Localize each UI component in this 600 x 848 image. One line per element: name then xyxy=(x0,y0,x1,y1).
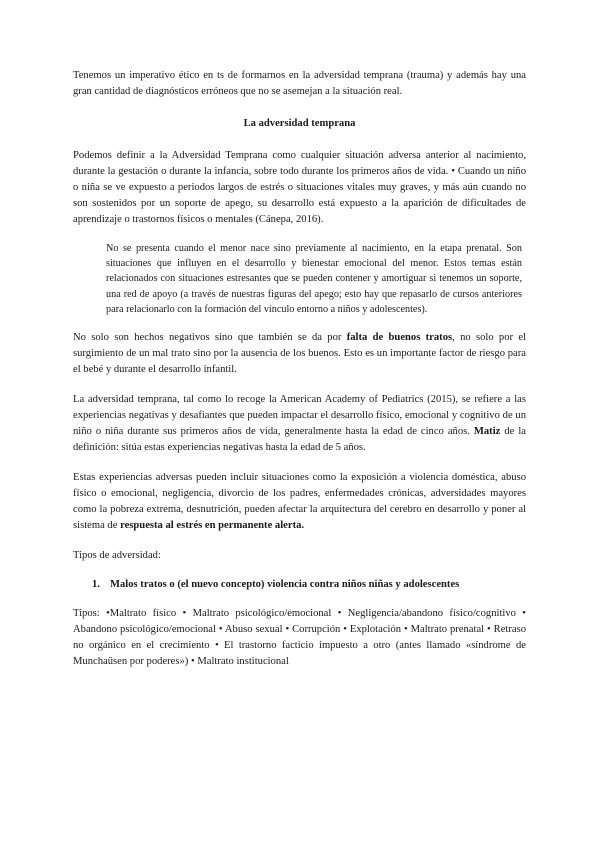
examples-bold: respuesta al estrés en permanente alerta. xyxy=(120,520,305,532)
types-detail-paragraph: Tipos: •Maltrato físico • Maltrato psicológico/emocional • Negligencia/abandono físico/cognitivo • Abandono psicológico/emocional • Abuso sexual • Corrupción • Explotación • Maltrato prenatal • Retraso no orgánico en el crecimiento • El trastorno facticio impuesto a otro (antes llamado «síndrome de Munchaüsen por poderes») • Maltrato institucional xyxy=(73,608,526,668)
aap-text-before: La adversidad temprana, tal como lo recoge la American Academy of Pediatrics (2015), se refiere a las experiencias negativas y desafiantes que pueden impactar el desarrollo físico, emocional y cognitivo de un niño o niña durante sus primeros años de vida, generalmente hasta la edad de cinco años. xyxy=(73,394,526,438)
aap-text-after: de la definición: sitúa estas experiencias negativas hasta la edad de 5 años. xyxy=(73,426,526,454)
good-treatment-text-before: No solo son hechos negativos sino que también se da por xyxy=(73,332,347,344)
good-treatment-text-after: , no solo por el surgimiento de un mal trato sino por la ausencia de los buenos. Esto es un importante factor de riesgo para el bebé y durante el desarrollo infantil. xyxy=(73,332,527,376)
good-treatment-bold: falta de buenos tratos xyxy=(346,332,453,344)
list-title: Malos tratos o (el nuevo concepto) violencia contra niños niñas y adolescentes xyxy=(110,579,460,591)
examples-text-before: Estas experiencias adversas pueden incluir situaciones como la exposición a violencia doméstica, abuso físico o emocional, negligencia, divorcio de los padres, enfermedades crónicas, adversidades mayores como la pobreza extrema, desnutrición, pueden afectar la arquitectura del cerebro en desarrollo y poner al sistema de xyxy=(73,472,526,532)
list-item xyxy=(73,577,526,593)
indented-quote: No se presenta cuando el menor nace sino previamente al nacimiento, en la etapa prenatal. Son situaciones que influyen en el desarrollo y bienestar emocional del menor. Estos temas están relacionados con situaciones estresantes que se pueden contener y amortiguar si tenemos un soporte, una red de apoyo (a través de nuestras figuras del apego; esto hay que repasarlo de cursos anteriores para relacionarlo con la formación del vínculo entorno a niños y adolescentes). xyxy=(106,243,522,315)
intro-paragraph: Tenemos un imperativo ético en ts de formarnos en la adversidad temprana (trauma) y además hay una gran cantidad de diagnósticos erróneos que no se asemejan a la situación real. xyxy=(73,70,526,97)
types-label: Tipos de adversidad: xyxy=(73,550,161,562)
aap-paragraph xyxy=(73,392,526,456)
aap-bold: Matiz xyxy=(473,426,501,438)
section-heading: La adversidad temprana xyxy=(243,118,356,129)
good-treatment-paragraph xyxy=(73,330,526,378)
definition-paragraph: Podemos definir a la Adversidad Temprana como cualquier situación adversa anterior al nacimiento, durante la gestación o durante la infancia, sobre todo durante los primeros años de vida. • Cuando un niño o niña se ve expuesto a periodos largos de estrés o situaciones vitales muy graves, y más aún cuando no son sostenidos por un soporte de apego, su desarrollo está expuesto a la aparición de dificultades de aprendizaje o trastornos físicos o mentales (Cánepa, 2016). xyxy=(73,150,526,225)
examples-paragraph xyxy=(73,470,526,534)
list-number: 1. xyxy=(92,579,100,591)
